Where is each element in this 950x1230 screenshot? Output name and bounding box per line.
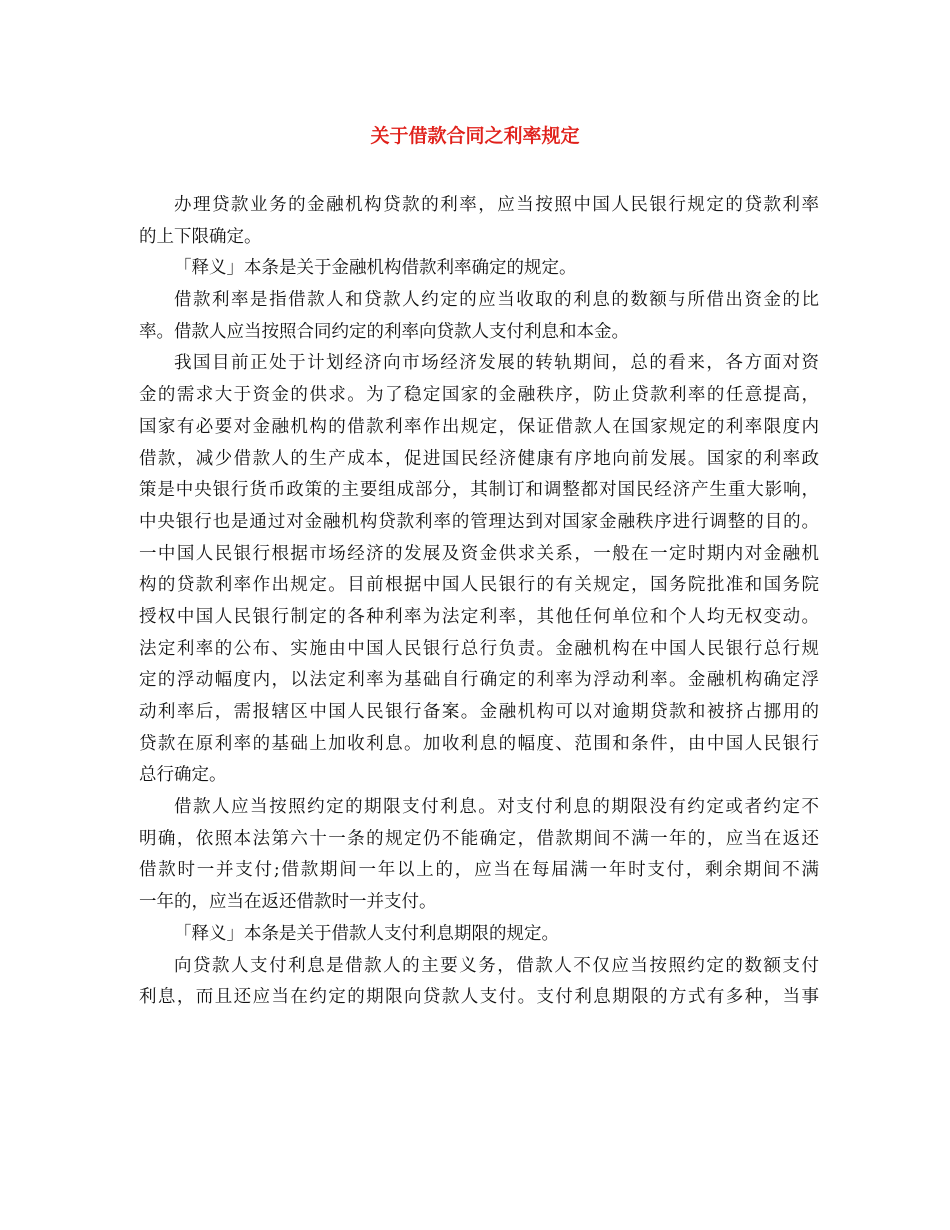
text-line: 金的需求大于资金的供求。为了稳定国家的金融秩序，防止贷款利率的任意提高，: [139, 385, 819, 406]
text-line: 贷款在原利率的基础上加收利息。加收利息的幅度、范围和条件，由中国人民银行: [139, 733, 819, 754]
document-body: [139, 190, 819, 1014]
text-line: 借款，减少借款人的生产成本，促进国民经济健康有序地向前发展。国家的利率政: [139, 448, 819, 469]
text-line: 率。借款人应当按照合同约定的利率向贷款人支付利息和本金。: [139, 321, 629, 342]
document-title: 关于借款合同之利率规定: [370, 125, 580, 147]
text-line: 总行确定。: [139, 765, 227, 786]
text-line: 向贷款人支付利息是借款人的主要义务，借款人不仅应当按照约定的数额支付: [174, 955, 819, 976]
text-line: 借款利率是指借款人和贷款人约定的应当收取的利息的数额与所借出资金的比: [174, 290, 819, 311]
text-line: 构的贷款利率作出规定。目前根据中国人民银行的有关规定，国务院批准和国务院: [139, 575, 819, 596]
text-line: 授权中国人民银行制定的各种利率为法定利率，其他任何单位和个人均无权变动。: [139, 606, 819, 627]
text-line: 一年的，应当在返还借款时一并支付。: [139, 892, 437, 913]
text-line: 的上下限确定。: [139, 226, 262, 247]
text-line: 定的浮动幅度内，以法定利率为基础自行确定的利率为浮动利率。金融机构确定浮: [139, 670, 819, 691]
text-line: 动利率后，需报辖区中国人民银行备案。金融机构可以对逾期贷款和被挤占挪用的: [139, 702, 819, 722]
text-line: 利息，而且还应当在约定的期限向贷款人支付。支付利息期限的方式有多种，当事: [139, 987, 819, 1008]
text-line: 法定利率的公布、实施由中国人民银行总行负责。金融机构在中国人民银行总行规: [139, 638, 819, 659]
text-line: 一中国人民银行根据市场经济的发展及资金供求关系，一般在一定时期内对金融机: [139, 543, 819, 564]
text-line: 「释义」本条是关于借款人支付利息期限的规定。: [174, 923, 559, 944]
text-line: 办理贷款业务的金融机构贷款的利率，应当按照中国人民银行规定的贷款利率: [174, 195, 819, 215]
text-line: 我国目前正处于计划经济向市场经济发展的转轨期间，总的看来，各方面对资: [174, 353, 819, 374]
text-line: 国家有必要对金融机构的借款利率作出规定，保证借款人在国家规定的利率限度内: [139, 416, 819, 437]
text-line: 明确，依照本法第六十一条的规定仍不能确定，借款期间不满一年的，应当在返还: [139, 828, 819, 849]
text-line: 「释义」本条是关于金融机构借款利率确定的规定。: [174, 258, 577, 279]
text-line: 策是中央银行货币政策的主要组成部分，其制订和调整都对国民经济产生重大影响，: [139, 480, 819, 501]
text-line: 中央银行也是通过对金融机构贷款利率的管理达到对国家金融秩序进行调整的目的。: [139, 511, 819, 532]
text-line: 借款人应当按照约定的期限支付利息。对支付利息的期限没有约定或者约定不: [174, 797, 819, 818]
text-line: 借款时一并支付;借款期间一年以上的，应当在每届满一年时支付，剩余期间不满: [139, 860, 819, 881]
